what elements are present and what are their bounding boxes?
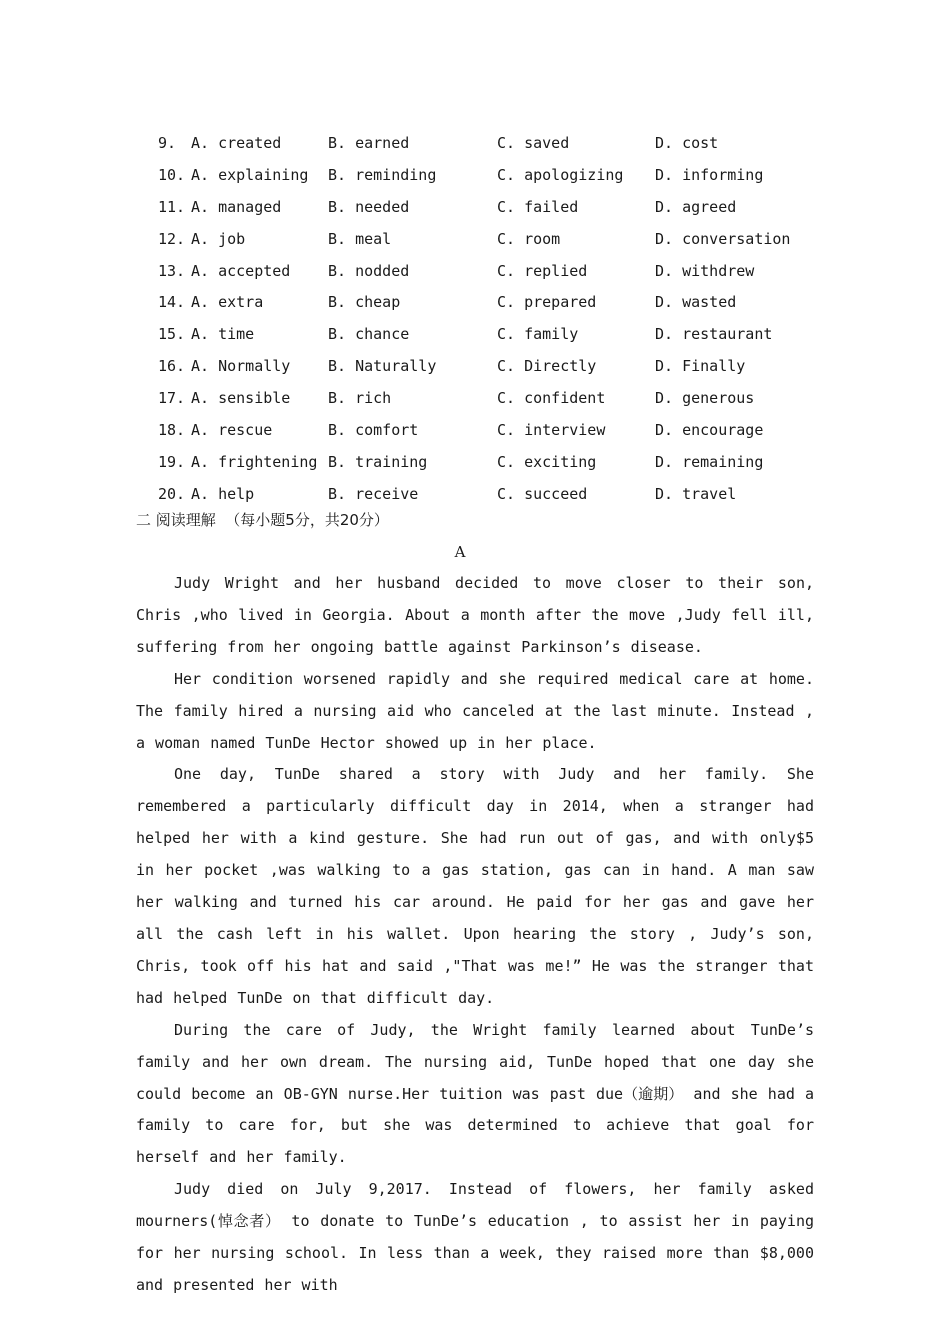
option-a: A. Normally bbox=[191, 357, 291, 376]
option-b: B. cheap bbox=[328, 293, 401, 312]
question-number: 10. bbox=[158, 165, 186, 184]
question-row-17 bbox=[0, 383, 950, 415]
option-c: C. replied bbox=[497, 261, 588, 280]
question-row-18 bbox=[0, 415, 950, 447]
option-c: C. succeed bbox=[497, 484, 588, 503]
reading-passage bbox=[136, 568, 814, 1302]
option-c: C. confident bbox=[497, 389, 606, 408]
option-d: D. informing bbox=[655, 165, 764, 184]
option-d: D. encourage bbox=[655, 421, 764, 440]
question-number: 18. bbox=[158, 421, 186, 440]
option-a: A. managed bbox=[191, 197, 282, 216]
option-a: A. created bbox=[191, 134, 282, 152]
option-c: C. Directly bbox=[497, 357, 597, 376]
option-d: D. remaining bbox=[655, 452, 764, 471]
option-b: B. meal bbox=[328, 229, 392, 248]
option-b: B. reminding bbox=[328, 165, 437, 184]
option-d: D. Finally bbox=[655, 357, 746, 376]
option-a: A. frightening bbox=[191, 452, 318, 471]
paragraph: Her condition worsened rapidly and she required medical care at home. The family hired a nursing aid who canceled at the last minute. Instead , a woman named TunDe Hector showed up in her place. bbox=[136, 669, 814, 752]
option-b: B. receive bbox=[328, 484, 419, 503]
option-d: D. withdrew bbox=[655, 261, 755, 280]
question-number: 11. bbox=[158, 197, 186, 216]
question-row-15 bbox=[0, 319, 950, 351]
question-number: 17. bbox=[158, 389, 186, 408]
question-number: 13. bbox=[158, 261, 186, 280]
option-a: A. accepted bbox=[191, 261, 291, 280]
option-c: C. apologizing bbox=[497, 165, 624, 184]
option-d: D. agreed bbox=[655, 197, 737, 216]
question-number: 16. bbox=[158, 357, 186, 376]
answer-options-list bbox=[0, 128, 950, 511]
question-number: 14. bbox=[158, 293, 186, 312]
question-row-13 bbox=[0, 256, 950, 288]
option-b: B. earned bbox=[328, 134, 410, 152]
paragraph: One day, TunDe shared a story with Judy and her family. She remembered a particularly difficult day in 2014, when a stranger had helped her with a kind gesture. She had run out of gas, and with only$5 in her pocket ,was walking to a gas station, gas can in hand. A man saw her walking and turned his car around. He paid for her gas and gave her all the cash left in his wallet. Upon hearing the story , Judy’s son, Chris, took off his hat and said ,"That was me!” He was the stranger that had helped TunDe on that difficult day. bbox=[136, 765, 814, 1007]
option-c: C. interview bbox=[497, 421, 606, 440]
option-a: A. help bbox=[191, 484, 255, 503]
paragraph: Judy died on July 9,2017. Instead of flowers, her family asked mourners(悼念者） to donate to TunDe’s education , to assist her in paying for her nursing school. In less than a week, they raised more than $8,000 and presented her with bbox=[136, 1180, 814, 1294]
question-number: 20. bbox=[158, 484, 186, 503]
option-b: B. training bbox=[328, 452, 428, 471]
question-number: 15. bbox=[158, 325, 186, 344]
option-b: B. rich bbox=[328, 389, 392, 408]
paragraph: During the care of Judy, the Wright family learned about TunDe’s family and her own dream. The nursing aid, TunDe hoped that one day she could become an OB-GYN nurse.Her tuition was past due（逾期） and she had a family to care for, but she was determined to achieve that goal for herself and her family. bbox=[136, 1020, 814, 1167]
question-row-12 bbox=[0, 224, 950, 256]
question-row-14 bbox=[0, 287, 950, 319]
option-a: A. time bbox=[191, 325, 255, 344]
option-c: C. room bbox=[497, 229, 561, 248]
option-a: A. explaining bbox=[191, 165, 309, 184]
option-a: A. extra bbox=[191, 293, 264, 312]
option-c: C. exciting bbox=[497, 452, 597, 471]
option-d: D. travel bbox=[655, 484, 737, 503]
option-d: D. conversation bbox=[655, 229, 791, 248]
option-c: C. prepared bbox=[497, 293, 597, 312]
option-a: A. sensible bbox=[191, 389, 291, 408]
option-a: A. rescue bbox=[191, 421, 273, 440]
option-b: B. nodded bbox=[328, 261, 410, 280]
passage-title: A bbox=[454, 543, 466, 561]
question-row-11 bbox=[0, 192, 950, 224]
question-row-16 bbox=[0, 351, 950, 383]
option-a: A. job bbox=[191, 229, 246, 248]
option-b: B. needed bbox=[328, 197, 410, 216]
option-b: B. comfort bbox=[328, 421, 419, 440]
question-row-10 bbox=[0, 160, 950, 192]
option-b: B. chance bbox=[328, 325, 410, 344]
option-c: C. saved bbox=[497, 134, 570, 152]
option-b: B. Naturally bbox=[328, 357, 437, 376]
section-heading: 二 阅读理解 （每小题5分，共20分） bbox=[136, 511, 389, 529]
paragraph: Judy Wright and her husband decided to move closer to their son, Chris ,who lived in Georgia. About a month after the move ,Judy fell ill, suffering from her ongoing battle against Parkinson’s disease. bbox=[136, 574, 814, 656]
question-number: 19. bbox=[158, 452, 186, 471]
option-d: D. cost bbox=[655, 134, 719, 152]
option-d: D. generous bbox=[655, 389, 755, 408]
question-number: 9. bbox=[158, 134, 177, 152]
question-row-19 bbox=[0, 447, 950, 479]
question-number: 12. bbox=[158, 229, 186, 248]
option-d: D. restaurant bbox=[655, 325, 773, 344]
option-d: D. wasted bbox=[655, 293, 737, 312]
option-c: C. failed bbox=[497, 197, 579, 216]
option-c: C. family bbox=[497, 325, 579, 344]
question-row-9 bbox=[0, 128, 950, 160]
